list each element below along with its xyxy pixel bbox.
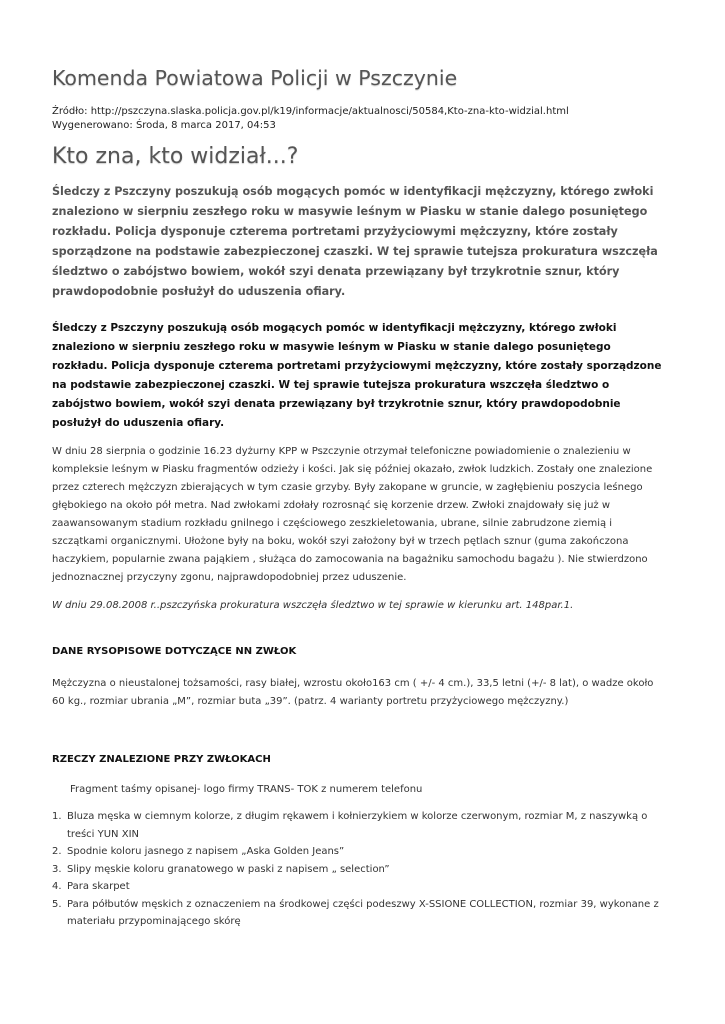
generated-line: Wygenerowano: Środa, 8 marca 2017, 04:53	[52, 119, 276, 131]
description-heading: DANE RYSOPISOWE DOTYCZĄCE NN ZWŁOK	[52, 646, 297, 657]
source-line: Źródło: http://pszczyna.slaska.policja.gov.pl/k19/informacje/aktualnosci/50584,Kto-zna-kto-widzial.html	[52, 106, 569, 117]
list-item: 3. Slipy męskie koloru granatowego w paski z napisem „ selection”	[52, 863, 390, 875]
description-text: Mężczyzna o nieustalonej tożsamości, rasy białej, wzrostu około163 cm ( +/- 4 cm.), 33,5 letni (+/- 8 lat), o wadze około 60 kg., rozmiar ubrania „M”, rozmiar buta „39”. (patrz. 4 warianty portretu przyżyciowego mężczyzny.)	[52, 678, 654, 707]
article-lead-repeat: Śledczy z Pszczyny poszukują osób mogących pomóc w identyfikacji mężczyzny, którego zwłoki znaleziono w sierpniu zeszłego roku w masywie leśnym w Piasku w stanie dalego posuniętego rozkładu. Policja dysponuje czterema portretami przyżyciowymi mężczyzny, które zostały sporządzone na podstawie zabezpieczonej czaszki. W tej sprawie tutejsza prokuratura wszczęła śledztwo o zabójstwo bowiem, wokół szyi denata przewiązany był trzykrotnie sznur, który prawdopodobnie posłużył do uduszenia ofiary.	[52, 322, 662, 429]
fragment-text: Fragment taśmy opisanej- logo firmy TRANS- TOK z numerem telefonu	[70, 784, 423, 795]
list-item: 4. Para skarpet	[52, 881, 130, 892]
items-heading: RZECZY ZNALEZIONE PRZY ZWŁOKACH	[52, 754, 271, 765]
found-items-list	[52, 808, 664, 931]
site-title: Komenda Powiatowa Policji w Pszczynie	[52, 66, 458, 90]
prosecution-note: W dniu 29.08.2008 r..pszczyńska prokuratura wszczęła śledztwo w tej sprawie w kierunku art. 148par.1.	[52, 600, 574, 611]
list-item: 1. Bluza męska w ciemnym kolorze, z długim rękawem i kołnierzykiem w kolorze czerwonym, rozmiar M, z naszywką o treści YUN XIN	[52, 811, 648, 840]
document-page	[52, 64, 664, 931]
list-item: 5. Para półbutów męskich z oznaczeniem na środkowej części podeszwy X-SSIONE COLLECTION, rozmiar 39, wykonane z materiału przypominającego skórę	[52, 898, 659, 927]
article-lead: Śledczy z Pszczyny poszukują osób mogących pomóc w identyfikacji mężczyzny, którego zwłoki znaleziono w sierpniu zeszłego roku w masywie leśnym w Piasku w stanie dalego posuniętego rozkładu. Policja dysponuje czterema portretami przyżyciowymi mężczyzny, które zostały sporządzone na podstawie zabezpieczonej czaszki. W tej sprawie tutejsza prokuratura wszczęła śledztwo o zabójstwo bowiem, wokół szyi denata przewiązany był trzykrotnie sznur, który prawdopodobnie posłużył do uduszenia ofiary.	[52, 185, 658, 298]
list-item: 2. Spodnie koloru jasnego z napisem „Aska Golden Jeans”	[52, 846, 345, 857]
article-title: Kto zna, kto widział...?	[52, 144, 299, 169]
article-body: W dniu 28 sierpnia o godzinie 16.23 dyżurny KPP w Pszczynie otrzymał telefoniczne powiadomienie o znalezieniu w kompleksie leśnym w Piasku fragmentów odzieży i kości. Jak się później okazało, zwłok ludzkich. Zostały one znalezione przez czterech mężczyzn zbierających w tym czasie grzyby. Były zakopane w gruncie, w zagłębieniu poszycia leśnego głębokiego na około pół metra. Nad zwłokami zdołały rozrosnąć się korzenie drzew. Zwłoki znajdowały się już w zaawansowanym stadium rozkładu gnilnego i częściowego zeszkieletowania, ubrane, silnie zabrudzone ziemią i szczątkami organicznymi. Ułożone były na boku, wokół szyi założony był w trzech pętlach sznur (guma zakończona haczykiem, popularnie zwana pająkiem , służąca do zamocowania na bagażniku samochodu bagażu ). Nie stwierdzono jednoznacznej przyczyny zgonu, najprawdopodobniej przez uduszenie.	[52, 446, 653, 583]
